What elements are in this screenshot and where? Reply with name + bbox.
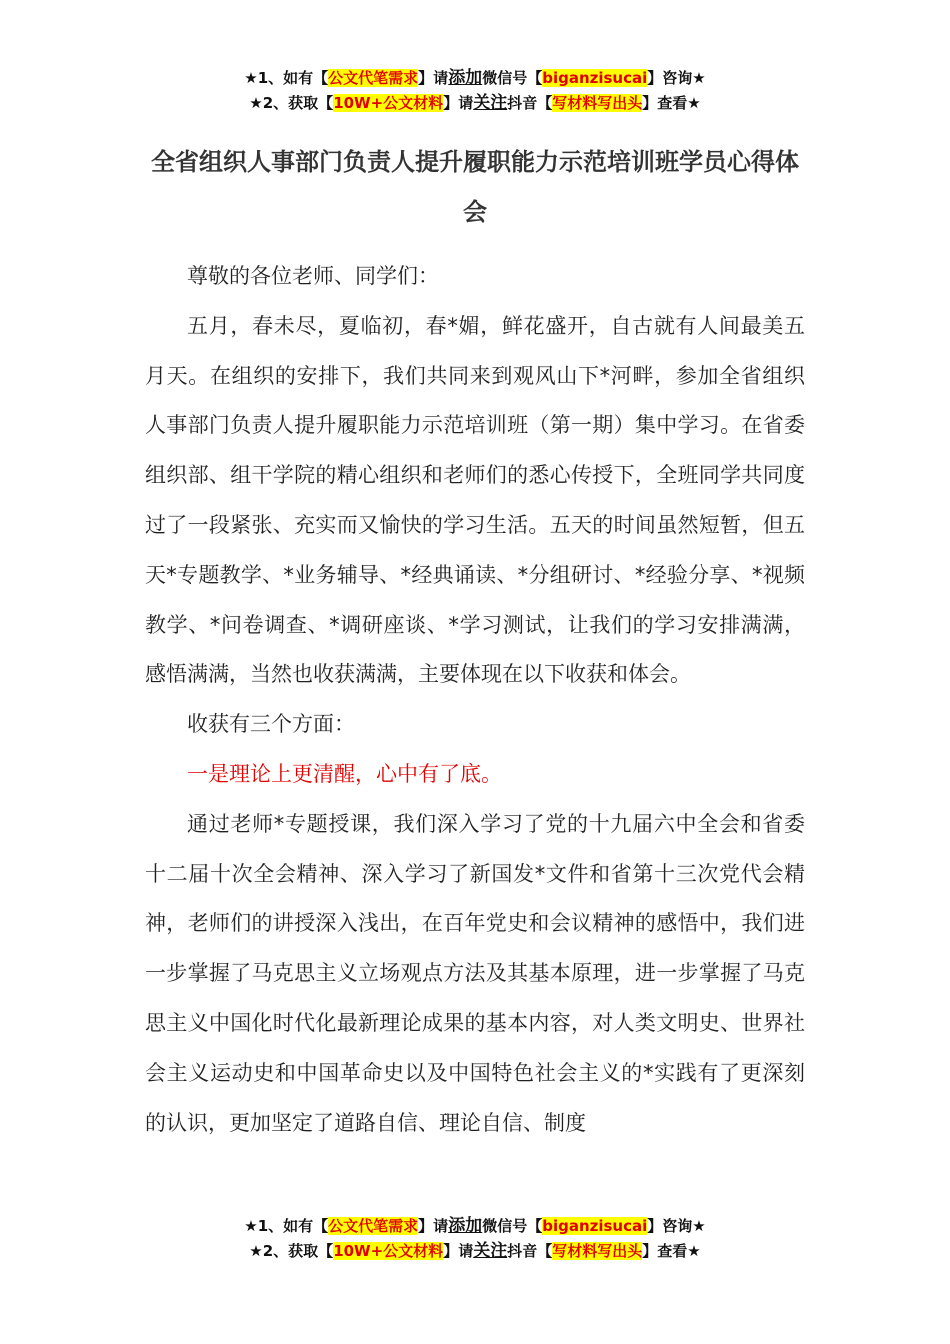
banner-highlight: 写材料写出头 [552, 1242, 643, 1260]
banner-line-1 [0, 66, 950, 91]
banner-highlight: 10W+公文材料 [333, 94, 444, 112]
banner-text: 抖音【 [507, 1242, 553, 1260]
banner-text: 】请 [443, 1242, 474, 1260]
banner-line-1 [0, 1214, 950, 1239]
body-paragraph: 五月，春未尽，夏临初，春*媚，鲜花盛开，自古就有人间最美五月天。在组织的安排下，我们共同来到观风山下*河畔，参加全省组织人事部门负责人提升履职能力示范培训班（第一期）集中学习。在省委组织部、组干学院的精心组织和老师们的悉心传授下，全班同学共同度过了一段紧张、充实而又愉快的学习生活。五天的时间虽然短暂，但五天*专题教学、*业务辅导、*经典诵读、*分组研讨、*经验分享、*视频教学、*问卷调查、*调研座谈、*学习测试，让我们的学习安排满满，感悟满满，当然也收获满满，主要体现在以下收获和体会。 [145, 313, 805, 687]
banner-text: 】咨询★ [647, 1217, 706, 1235]
banner-text: ★1、如有【 [244, 69, 329, 87]
banner-text: 】咨询★ [647, 69, 706, 87]
banner-text: 】请 [443, 94, 474, 112]
banner-text: 】查看★ [642, 1242, 701, 1260]
section-intro: 收获有三个方面： [187, 712, 355, 737]
banner-text: ★2、获取【 [249, 94, 334, 112]
banner-highlight: biganzisucai [542, 69, 648, 87]
banner-text: ★1、如有【 [244, 1217, 329, 1235]
banner-highlight: 公文代笔需求 [328, 69, 419, 87]
banner-text: 微信号【 [482, 1217, 543, 1235]
banner-emphasis: 关注 [473, 93, 508, 113]
body-paragraph: 通过老师*专题授课，我们深入学习了党的十九届六中全会和省委十二届十次全会精神、深入学习了新国发*文件和省第十三次党代会精神，老师们的讲授深入浅出，在百年党史和会议精神的感悟中，我们进一步掌握了马克思主义立场观点方法及其基本原理，进一步掌握了马克思主义中国化时代化最新理论成果的基本内容，对人类文明史、世界社会主义运动史和中国革命史以及中国特色社会主义的*实践有了更深刻的认识，更加坚定了道路自信、理论自信、制度 [145, 811, 805, 1135]
banner-emphasis: 关注 [473, 1241, 508, 1261]
banner-text: 抖音【 [507, 94, 553, 112]
banner-text: 】查看★ [642, 94, 701, 112]
banner-text: 】请 [418, 1217, 449, 1235]
banner-text: 】请 [418, 69, 449, 87]
document-title: 全省组织人事部门负责人提升履职能力示范培训班学员心得体会 [151, 148, 799, 226]
banner-highlight: 公文代笔需求 [328, 1217, 419, 1235]
footer-banner [0, 1214, 950, 1264]
banner-line-2 [0, 91, 950, 116]
document-body [145, 252, 805, 1148]
banner-text: ★2、获取【 [249, 1242, 334, 1260]
banner-text: 微信号【 [482, 69, 543, 87]
banner-highlight: 写材料写出头 [552, 94, 643, 112]
banner-highlight: 10W+公文材料 [333, 1242, 444, 1260]
banner-highlight: biganzisucai [542, 1217, 648, 1235]
banner-line-2 [0, 1239, 950, 1264]
banner-emphasis: 添加 [448, 68, 483, 88]
banner-emphasis: 添加 [448, 1216, 483, 1236]
header-banner [0, 66, 950, 116]
salutation: 尊敬的各位老师、同学们： [187, 264, 439, 288]
section-heading: 一是理论上更清醒，心中有了底。 [187, 761, 502, 786]
